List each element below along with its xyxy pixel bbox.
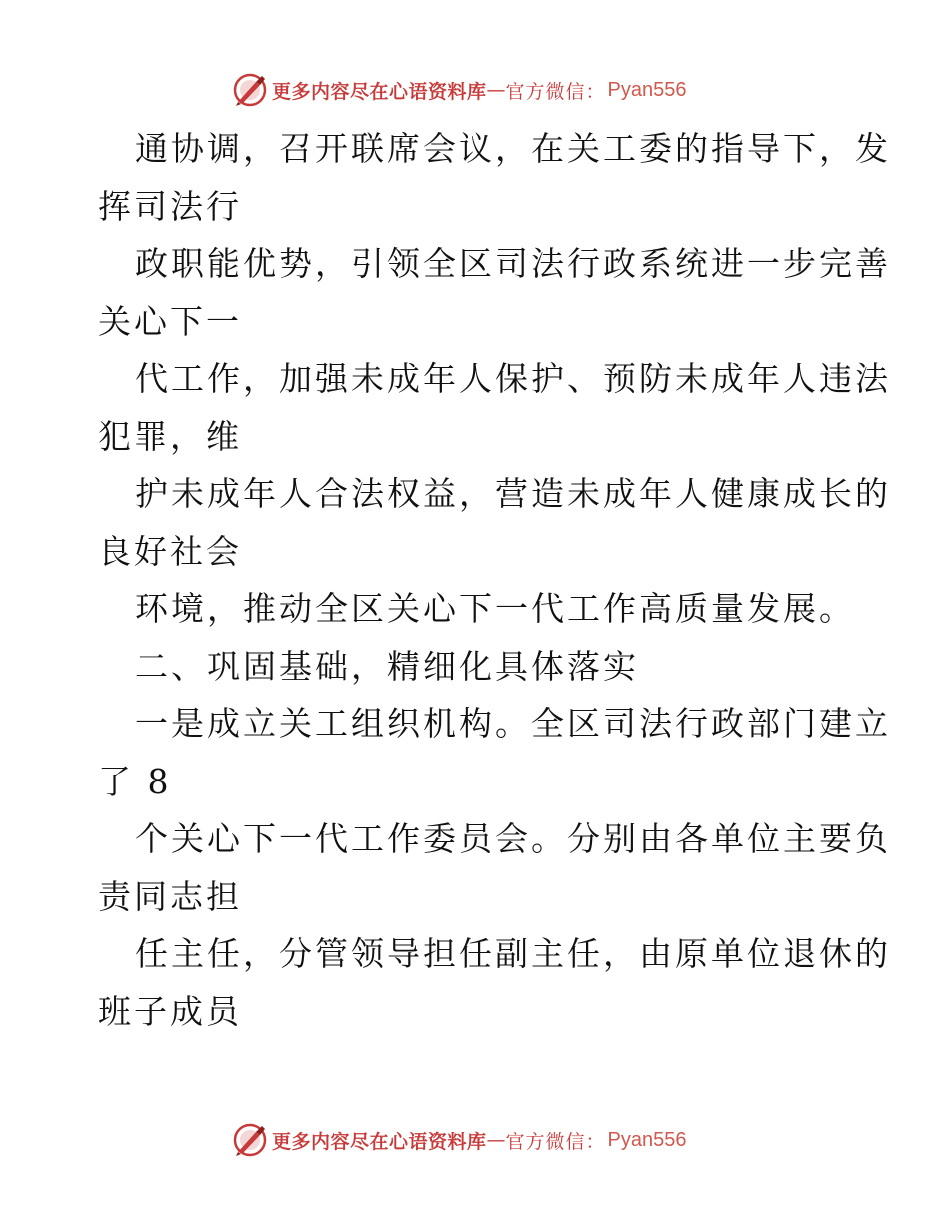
footer-wechat-account: Pyan556 [607,1128,687,1151]
footer-brand-text: 更多内容尽在心语资料库 [272,1130,487,1153]
document-body [98,120,891,1040]
text-line: 挥司法行 [98,186,242,226]
header-wechat-label: 官方微信： [505,80,606,103]
text-line: 良好社会 [98,531,242,571]
header-brand-text: 更多内容尽在心语资料库 [272,80,487,103]
header-watermark [232,70,722,110]
header-dash: — [486,79,506,101]
text-line: 一是成立关工组织机构。全区司法行政部门建立 [135,704,891,743]
text-line: 班子成员 [98,991,242,1031]
text-line: 关心下一 [98,301,242,341]
footer-watermark [232,1120,722,1160]
text-line: 通协调，召开联席会议，在关工委的指导下，发 [135,129,891,168]
text-line: 代工作，加强未成年人保护、预防未成年人违法 [135,359,891,398]
section-heading: 二、巩固基础，精细化具体落实 [135,646,639,686]
pen-logo-icon [232,1122,268,1158]
pen-logo-icon [232,72,268,108]
text-line: 任主任，分管领导担任副主任，由原单位退休的 [135,934,891,973]
footer-dash: — [486,1129,506,1151]
text-line: 护未成年人合法权益，营造未成年人健康成长的 [135,474,891,513]
text-line: 犯罪，维 [98,416,242,456]
text-line: 环境，推动全区关心下一代工作高质量发展。 [135,589,855,628]
text-line: 个关心下一代工作委员会。分别由各单位主要负 [135,819,891,858]
footer-wechat-label: 官方微信： [505,1130,606,1153]
text-line: 了 8 [98,761,172,801]
text-line: 责同志担 [98,876,242,916]
text-line: 政职能优势，引领全区司法行政系统进一步完善 [135,244,891,283]
header-wechat-account: Pyan556 [607,78,687,101]
